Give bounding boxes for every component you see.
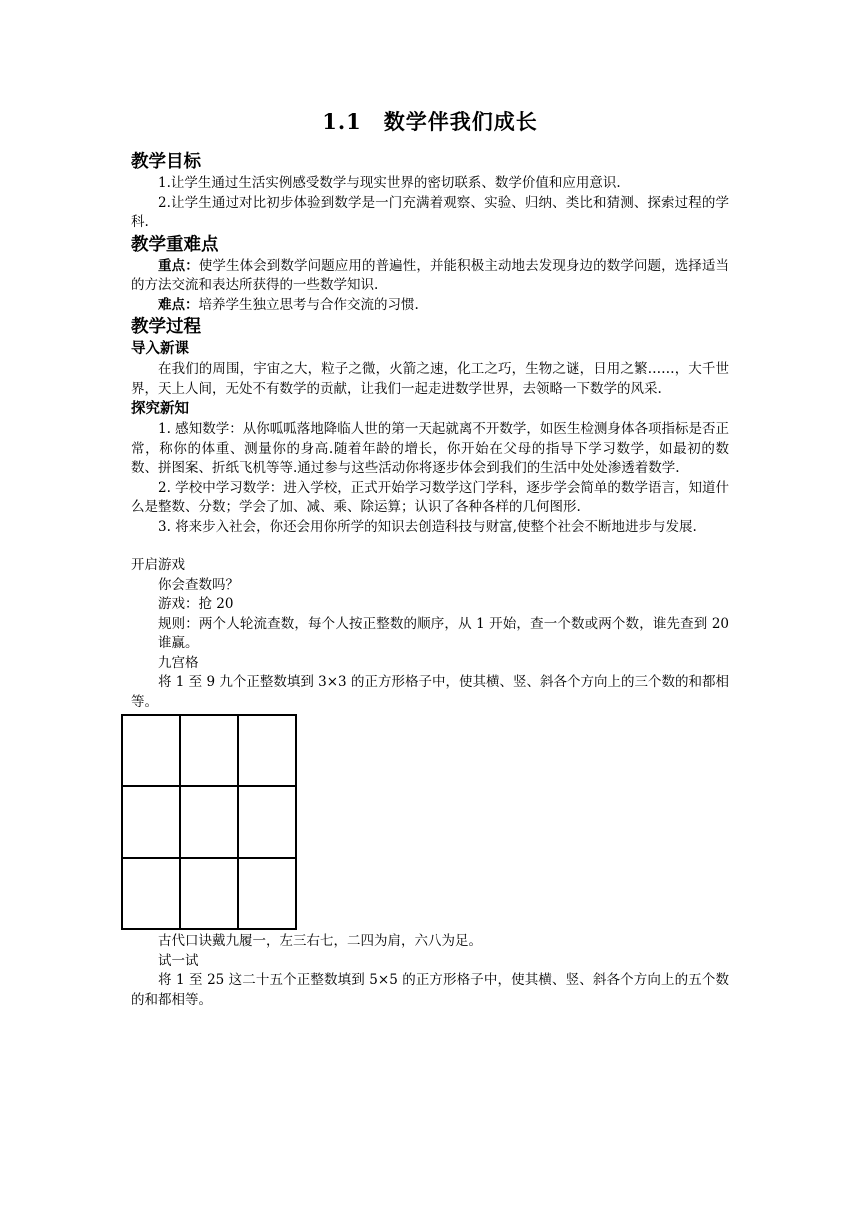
- spacer: [131, 537, 729, 556]
- game-rule: 规则：两个人轮流查数，每个人按正整数的顺序，从 1 开始，查一个数或两个数，谁先查到 20 谁赢。: [158, 615, 729, 651]
- grid-cell: [238, 858, 296, 929]
- focus-text: 使学生体会到数学问题应用的普遍性，并能积极主动地去发现身边的数学问题，选择适当的方法交流和表达所获得的一些数学知识.: [131, 257, 730, 293]
- page-title: 1.1 数学伴我们成长: [322, 109, 538, 134]
- focus-paragraph: [131, 257, 729, 296]
- explore-item-1: 1. 感知数学：从你呱呱落地降临人世的第一天起就离不开数学，如医生检测身体各项指标是否正常，称你的体重、测量你的身高.随着年龄的增长，你开始在父母的指导下学习数学，如最初的数数、拼图案、折纸飞机等等.通过参与这些活动你将逐步体会到我们的生活中处处渗透着数学.: [131, 421, 729, 476]
- goal-item-1: 1.让学生通过生活实例感受数学与现实世界的密切联系、数学价值和应用意识.: [158, 175, 621, 191]
- grid-cell: [122, 715, 180, 786]
- game-question: 你会查数吗？: [158, 576, 239, 593]
- magic-square-grid: [121, 714, 297, 930]
- explore-item-3: 3. 将来步入社会，你还会用你所学的知识去创造科技与财富,使整个社会不断地进步与发展.: [158, 518, 697, 535]
- subheading-intro: 导入新课: [131, 341, 189, 357]
- document-body: [131, 150, 729, 1010]
- intro-paragraph: 在我们的周围，宇宙之大，粒子之微，火箭之速，化工之巧，生物之谜，日用之繁……，大千世界，天上人间，无处不有数学的贡献，让我们一起走进数学世界，去领略一下数学的风采.: [131, 361, 729, 397]
- grid-cell: [122, 786, 180, 857]
- rhyme-text: 古代口诀戴九履一，左三右七，二四为肩，六八为足。: [158, 933, 482, 949]
- grid-cell: [180, 786, 238, 857]
- focus-label: 重点：: [158, 257, 199, 274]
- game-name: 游戏：抢 20: [158, 596, 234, 612]
- goal-item-2: 2.让学生通过对比初步体验到数学是一门充满着观察、实验、归纳、类比和猜测、探索过程的学科.: [131, 194, 729, 230]
- section-heading-keypoints: 教学重难点: [131, 234, 219, 255]
- game-heading: 开启游戏: [131, 557, 185, 573]
- explore-item-2: 2. 学校中学习数学：进入学校，正式开始学习数学这门学科，逐步学会简单的数学语言，知道什么是整数、分数；学会了加、减、乘、除运算；认识了各种各样的几何图形.: [131, 479, 729, 515]
- grid-cell: [238, 715, 296, 786]
- subheading-explore: 探究新知: [131, 401, 189, 417]
- try-description: 将 1 至 25 这二十五个正整数填到 5×5 的正方形格子中，使其横、竖、斜各个方向上的五个数的和都相等。: [131, 972, 729, 1008]
- difficulty-text: 培养学生独立思考与合作交流的习惯.: [198, 296, 419, 313]
- grid-description: 将 1 至 9 九个正整数填到 3×3 的正方形格子中，使其横、竖、斜各个方向上的三个数的和都相等。: [131, 674, 729, 710]
- grid-cell: [180, 858, 238, 929]
- section-heading-process: 教学过程: [131, 317, 201, 337]
- difficulty-paragraph: [131, 296, 729, 316]
- grid-cell: [180, 715, 238, 786]
- grid-cell: [122, 858, 180, 929]
- difficulty-label: 难点：: [158, 296, 199, 313]
- grid-cell: [238, 786, 296, 857]
- grid-title: 九宫格: [158, 654, 199, 671]
- try-title: 试一试: [158, 952, 199, 969]
- section-heading-goals: 教学目标: [131, 152, 201, 172]
